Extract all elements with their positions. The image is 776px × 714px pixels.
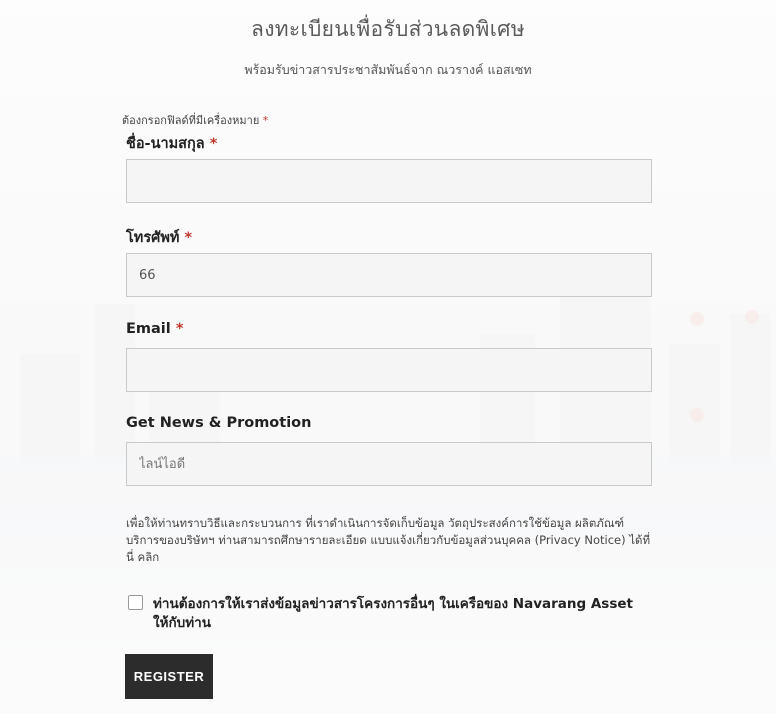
name-input[interactable] [126, 159, 652, 203]
privacy-notice-link[interactable]: คลิก [137, 550, 160, 564]
email-label-text: Email [126, 321, 171, 337]
name-label-text: ชื่อ-นามสกุล [126, 136, 205, 152]
required-note-text: ต้องกรอกฟิลด์ที่มีเครื่องหมาย [122, 114, 260, 127]
email-input[interactable] [126, 348, 652, 392]
page-subtitle: พร้อมรับข่าวสารประชาสัมพันธ์จาก ณวรางค์ แอสเซท [244, 62, 532, 77]
required-star: * [209, 136, 218, 152]
register-button[interactable]: REGISTER [125, 654, 213, 699]
consent-checkbox[interactable] [128, 595, 143, 610]
required-star: * [262, 114, 269, 127]
news-promotion-label: Get News & Promotion [126, 415, 312, 431]
required-note [122, 111, 268, 129]
required-star: * [184, 230, 193, 246]
privacy-notice-text: เพื่อให้ท่านทราบวิธีและกระบวนการ ที่เราดำเนินการจัดเก็บข้อมูล วัตถุประสงค์การใช้ข้อมูล ผลิตภัณฑ์ บริการของบริษัทฯ ท่านสามารถศึกษารายละเอียด แบบแจ้งเกี่ยวกับข้อมูลส่วนบุคคล (Privacy Notice) ได้ที่นี่ [126, 516, 651, 564]
name-label [126, 132, 217, 155]
privacy-notice [126, 515, 656, 566]
line-id-input[interactable] [126, 442, 652, 486]
page-title: ลงทะเบียนเพื่อรับส่วนลดพิเศษ [251, 17, 525, 41]
phone-label [126, 226, 192, 249]
phone-input[interactable] [126, 253, 652, 297]
consent-label[interactable]: ท่านต้องการให้เราส่งข้อมูลข่าวสารโครงการอื่นๆ ในเครือของ Navarang Asset ให้กับท่าน [153, 596, 633, 631]
email-label [126, 321, 183, 337]
phone-label-text: โทรศัพท์ [126, 230, 180, 246]
required-star: * [175, 321, 184, 337]
